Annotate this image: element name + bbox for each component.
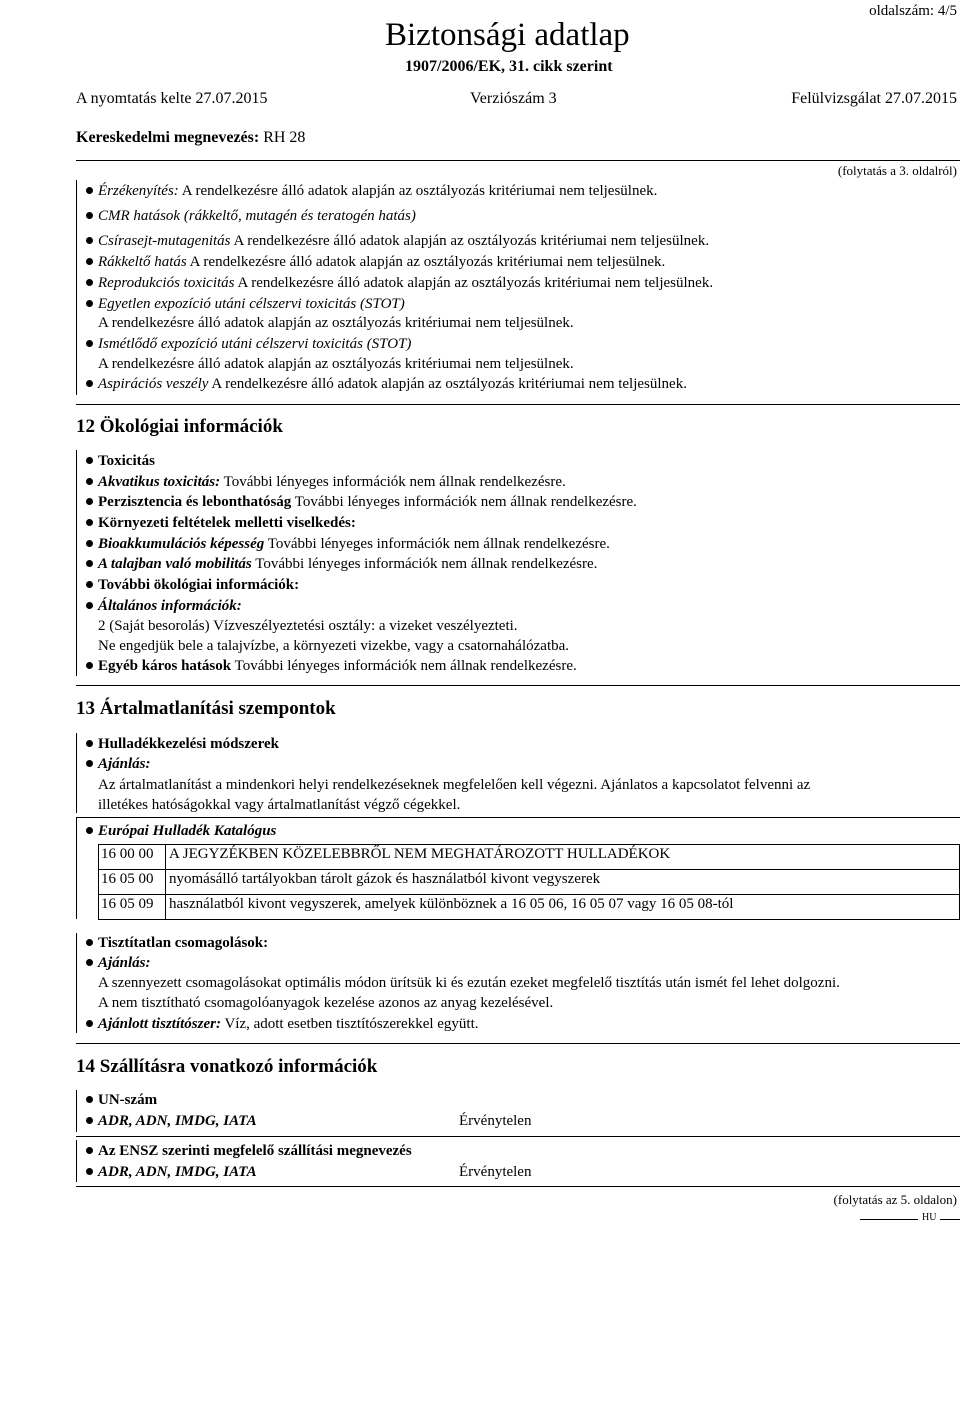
aquatic-row bbox=[86, 472, 566, 492]
ewc-desc: nyomásálló tartályokban tárolt gázok és használatból kivont vegyszerek bbox=[169, 871, 601, 887]
bullet-icon bbox=[86, 340, 93, 347]
adr-un-number-value: Érvénytelen bbox=[459, 1113, 532, 1129]
trade-name bbox=[76, 129, 305, 147]
bullet-icon bbox=[86, 760, 93, 767]
un-name-label: Az ENSZ szerinti megfelelő szállítási megnevezés bbox=[98, 1143, 412, 1159]
germ-cell-text: A rendelkezésre álló adatok alapján az osztályozás kritériumai nem teljesülnek. bbox=[233, 233, 710, 249]
bioaccumulation-text: További lényeges információk nem állnak rendelkezésre. bbox=[267, 536, 610, 552]
ewc-table-divider bbox=[165, 844, 166, 920]
packaging-left-rule bbox=[76, 933, 77, 1033]
un-number-left-rule bbox=[76, 1090, 77, 1132]
general-info-line2: Ne engedjük bele a talajvízbe, a környezeti vizekbe, vagy a csatornahálózatba. bbox=[98, 638, 570, 654]
recommendation-line1: Az ártalmatlanítást a mindenkori helyi rendelkezéseknek megfelelően kell végezni. Ajánlatos a kapcsolatot felvenni az bbox=[98, 777, 811, 793]
stot-se-text: A rendelkezésre álló adatok alapján az osztályozás kritériumai nem teljesülnek. bbox=[98, 315, 574, 331]
persistence-text: További lényeges információk nem állnak rendelkezésre. bbox=[294, 494, 637, 510]
stot-se-row bbox=[86, 294, 405, 314]
bullet-icon bbox=[86, 1147, 93, 1154]
ewc-code: 16 00 00 bbox=[101, 846, 154, 862]
language-code: HU bbox=[922, 1212, 937, 1223]
section11-bottom-rule bbox=[76, 404, 960, 405]
adr-un-number-label: ADR, ADN, IMDG, IATA bbox=[98, 1113, 257, 1129]
un-name-left-rule bbox=[76, 1140, 77, 1182]
aspiration-text: A rendelkezésre álló adatok alapján az osztályozás kritériumai nem teljesülnek. bbox=[211, 376, 687, 392]
further-eco-row bbox=[86, 575, 299, 595]
bullet-icon bbox=[86, 258, 93, 265]
continued-from: (folytatás a 3. oldalról) bbox=[837, 163, 957, 178]
other-effects-label: Egyéb káros hatások bbox=[98, 658, 232, 674]
un-number-label: UN-szám bbox=[98, 1092, 158, 1108]
ewc-top-rule bbox=[76, 817, 960, 818]
trade-name-label: Kereskedelmi megnevezés: bbox=[76, 129, 260, 146]
ewc-code: 16 05 00 bbox=[101, 871, 154, 887]
section12-heading: 12 Ökológiai információk bbox=[76, 416, 283, 437]
un-number-row bbox=[86, 1090, 157, 1110]
general-info-line1: 2 (Saját besorolás) Vízveszélyeztetési osztály: a vizeket veszélyezteti. bbox=[98, 618, 518, 634]
uncleaned-packaging-row bbox=[86, 933, 268, 953]
section14-heading: 14 Szállításra vonatkozó információk bbox=[76, 1056, 378, 1077]
waste-methods-label: Hulladékkezelési módszerek bbox=[98, 736, 279, 752]
section13-left-rule bbox=[76, 733, 77, 813]
section13-heading: 13 Ártalmatlanítási szempontok bbox=[76, 698, 336, 719]
bioaccumulation-label: Bioakkumulációs képesség bbox=[98, 536, 265, 552]
print-date: A nyomtatás kelte 27.07.2015 bbox=[76, 90, 268, 107]
ewc-desc: A JEGYZÉKBEN KÖZELEBBRŐL NEM MEGHATÁROZOTT HULLADÉKOK bbox=[169, 846, 671, 862]
bullet-icon bbox=[86, 300, 93, 307]
section11-left-rule bbox=[76, 180, 77, 395]
mobility-row bbox=[86, 554, 597, 574]
footer-rule-left bbox=[860, 1219, 918, 1220]
bullet-icon bbox=[86, 560, 93, 567]
ewc-code: 16 05 09 bbox=[101, 896, 154, 912]
bullet-icon bbox=[86, 662, 93, 669]
waste-methods-row bbox=[86, 734, 279, 754]
adr-un-name-label: ADR, ADN, IMDG, IATA bbox=[98, 1164, 257, 1180]
cleaning-agent-row bbox=[86, 1014, 479, 1034]
bullet-icon bbox=[86, 519, 93, 526]
section13-bottom-rule bbox=[76, 1043, 960, 1044]
bullet-icon bbox=[86, 279, 93, 286]
recommendation-row bbox=[86, 754, 151, 774]
bullet-icon bbox=[86, 1096, 93, 1103]
stot-re-label: Ismétlődő expozíció utáni célszervi toxicitás (STOT) bbox=[98, 336, 412, 352]
bullet-icon bbox=[86, 740, 93, 747]
bullet-icon bbox=[86, 581, 93, 588]
footer-rule-right bbox=[940, 1219, 960, 1220]
recommendation-line2: illetékes hatóságokkal vagy ártalmatlanítást végző cégekkel. bbox=[98, 797, 461, 813]
aspiration-label: Aspirációs veszély bbox=[98, 376, 209, 392]
stot-re-row bbox=[86, 334, 411, 354]
bullet-icon bbox=[86, 212, 93, 219]
section12-bottom-rule bbox=[76, 685, 960, 686]
stot-se-label: Egyetlen expozíció utáni célszervi toxicitás (STOT) bbox=[98, 296, 405, 312]
reproductive-row bbox=[86, 273, 713, 293]
bioaccumulation-row bbox=[86, 534, 610, 554]
cmr-label: CMR hatások (rákkeltő, mutagén és teratogén hatás) bbox=[98, 208, 416, 224]
germ-cell-label: Csírasejt-mutagenitás bbox=[98, 233, 231, 249]
aquatic-label: Akvatikus toxicitás: bbox=[98, 474, 221, 490]
adr-un-name-value: Érvénytelen bbox=[459, 1164, 532, 1180]
ewc-desc: használatból kivont vegyszerek, amelyek különböznek a 16 05 06, 16 05 07 vagy 16 05 08-tól bbox=[169, 896, 734, 912]
toxicity-row bbox=[86, 451, 155, 471]
env-behaviour-row bbox=[86, 513, 356, 533]
carcinogenicity-label: Rákkeltő hatás bbox=[98, 254, 187, 270]
env-behaviour-label: Környezeti feltételek melletti viselkedés: bbox=[98, 515, 356, 531]
uncleaned-packaging-label: Tisztítatlan csomagolások: bbox=[98, 935, 269, 951]
ewc-label: Európai Hulladék Katalógus bbox=[98, 823, 277, 839]
version-number: Verziószám 3 bbox=[470, 90, 557, 107]
bullet-icon bbox=[86, 478, 93, 485]
sensitisation-row bbox=[86, 181, 657, 201]
other-effects-row bbox=[86, 656, 577, 676]
bullet-icon bbox=[86, 540, 93, 547]
cleaning-agent-text: Víz, adott esetben tisztítószerekkel együtt. bbox=[224, 1016, 479, 1032]
ewc-table-row2-bottom bbox=[98, 894, 960, 895]
bullet-icon bbox=[86, 187, 93, 194]
un-name-row bbox=[86, 1141, 412, 1161]
bullet-icon bbox=[86, 380, 93, 387]
bullet-icon bbox=[86, 602, 93, 609]
recommendation2-line2: A nem tisztítható csomagolóanyagok kezelése azonos az anyag kezelésével. bbox=[98, 995, 554, 1011]
carcinogenicity-text: A rendelkezésre álló adatok alapján az osztályozás kritériumai nem teljesülnek. bbox=[189, 254, 666, 270]
ewc-table-row1-bottom bbox=[98, 869, 960, 870]
un-name-bottom-rule bbox=[76, 1186, 960, 1187]
section12-left-rule bbox=[76, 450, 77, 676]
bullet-icon bbox=[86, 1020, 93, 1027]
persistence-row bbox=[86, 492, 637, 512]
mobility-text: További lényeges információk nem állnak rendelkezésre. bbox=[255, 556, 598, 572]
ewc-row bbox=[86, 821, 276, 841]
aspiration-row bbox=[86, 374, 687, 394]
continued-on: (folytatás az 5. oldalon) bbox=[833, 1192, 957, 1207]
bullet-icon bbox=[86, 1168, 93, 1175]
bullet-icon bbox=[86, 827, 93, 834]
page-number: oldalszám: 4/5 bbox=[869, 3, 957, 19]
recommendation-label: Ajánlás: bbox=[98, 756, 151, 772]
recommendation2-label: Ajánlás: bbox=[98, 955, 151, 971]
other-effects-text: További lényeges információk nem állnak rendelkezésre. bbox=[234, 658, 577, 674]
adr-un-number-row bbox=[86, 1111, 257, 1131]
adr-un-name-row bbox=[86, 1162, 257, 1182]
reproductive-text: A rendelkezésre álló adatok alapján az osztályozás kritériumai nem teljesülnek. bbox=[237, 275, 714, 291]
bullet-icon bbox=[86, 457, 93, 464]
revision-date: Felülvizsgálat 27.07.2015 bbox=[791, 90, 957, 107]
bullet-icon bbox=[86, 237, 93, 244]
persistence-label: Perzisztencia és lebonthatóság bbox=[98, 494, 292, 510]
ewc-table-left bbox=[98, 844, 99, 920]
recommendation2-line1: A szennyezett csomagolásokat optimális módon ürítsük ki és ezután ezeket megfelelő tisztítás után ismét fel lehet dolgozni. bbox=[98, 975, 840, 991]
further-eco-label: További ökológiai információk: bbox=[98, 577, 300, 593]
bullet-icon bbox=[86, 959, 93, 966]
general-info-row bbox=[86, 596, 242, 616]
bullet-icon bbox=[86, 939, 93, 946]
trade-name-value: RH 28 bbox=[263, 129, 306, 146]
regulation-subtitle: 1907/2006/EK, 31. cikk szerint bbox=[405, 58, 613, 75]
germ-cell-row bbox=[86, 231, 709, 251]
recommendation2-row bbox=[86, 953, 151, 973]
general-info-label: Általános információk: bbox=[98, 598, 242, 614]
document-title: Biztonsági adatlap bbox=[385, 17, 630, 53]
un-number-bottom-rule bbox=[76, 1136, 960, 1137]
mobility-label: A talajban való mobilitás bbox=[98, 556, 252, 572]
aquatic-text: További lényeges információk nem állnak rendelkezésre. bbox=[223, 474, 566, 490]
stot-re-text: A rendelkezésre álló adatok alapján az osztályozás kritériumai nem teljesülnek. bbox=[98, 356, 574, 372]
ewc-table-top bbox=[98, 844, 960, 845]
header-divider bbox=[76, 160, 960, 161]
carcinogenicity-row bbox=[86, 252, 665, 272]
cmr-row bbox=[86, 206, 416, 226]
ewc-table-bottom bbox=[98, 919, 960, 920]
bullet-icon bbox=[86, 498, 93, 505]
sensitisation-text: A rendelkezésre álló adatok alapján az osztályozás kritériumai nem teljesülnek. bbox=[181, 183, 658, 199]
cleaning-agent-label: Ajánlott tisztítószer: bbox=[98, 1016, 221, 1032]
bullet-icon bbox=[86, 1117, 93, 1124]
sensitisation-label: Érzékenyítés: bbox=[98, 183, 179, 199]
ewc-left-rule bbox=[76, 817, 77, 919]
reproductive-label: Reprodukciós toxicitás bbox=[98, 275, 235, 291]
toxicity-label: Toxicitás bbox=[98, 453, 155, 469]
